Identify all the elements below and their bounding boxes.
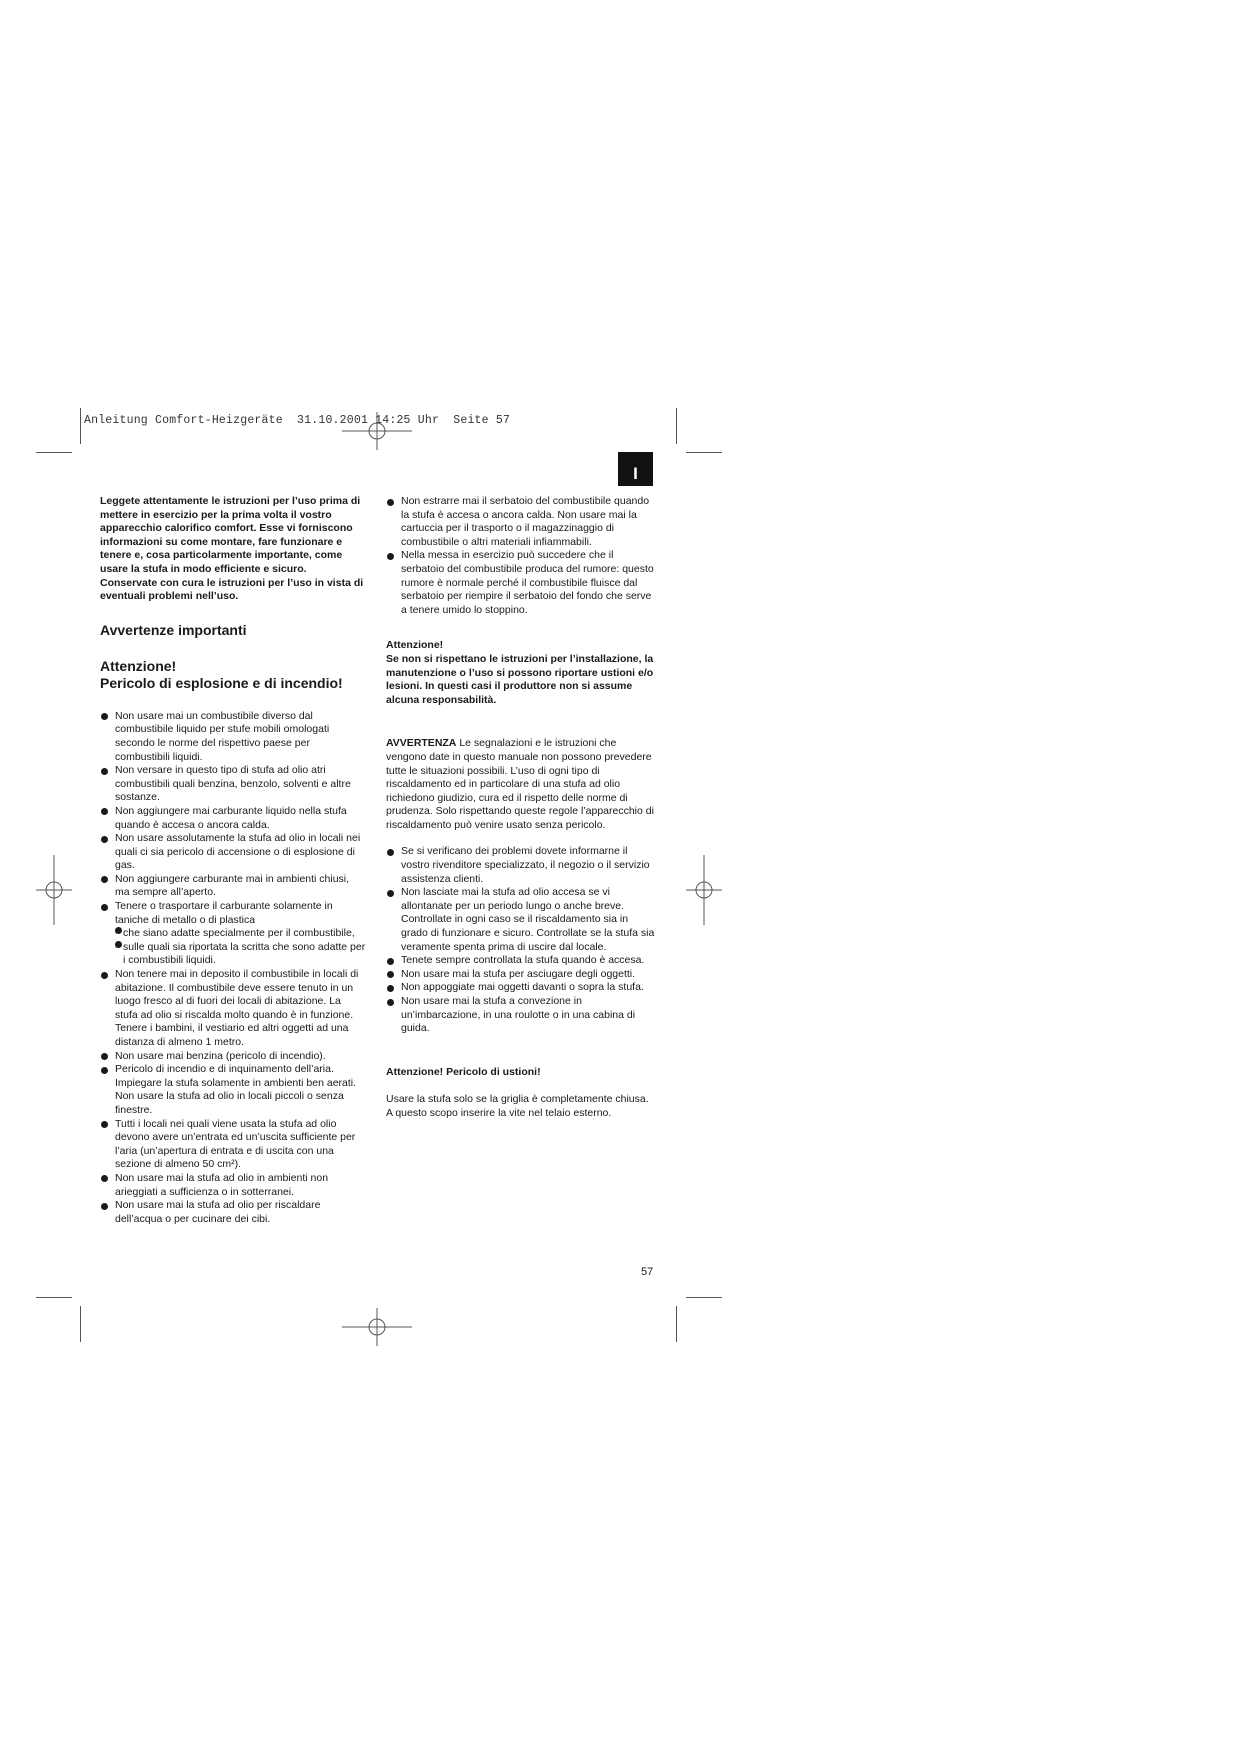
list-item-text: Tenere o trasportare il carburante solamente in taniche di metallo o di plastica — [115, 900, 333, 926]
list-item: Non usare mai benzina (pericolo di incendio). — [100, 1050, 366, 1064]
crop-mark — [676, 408, 677, 444]
warning-label: AVVERTENZA — [386, 737, 457, 750]
crop-mark — [36, 452, 72, 453]
heading-attention: Attenzione! — [100, 657, 177, 674]
list-item: Pericolo di incendio e di inquinamento dell’aria. Impiegare la stufa solamente in ambienti ben aerati. Non usare la stufa ad olio in locali piccoli o senza finestre. — [100, 1063, 366, 1117]
list-item: Non tenere mai in deposito il combustibile in locali di abitazione. Il combustibile deve essere tenuto in un luogo fresco al di fuori dei locali di abitazione. La stufa ad olio si riscalda molto quando è in funzione. Tenere i bambini, il vestiario ed altri oggetti ad una distanza di almeno 1 metro. — [100, 968, 366, 1050]
list-item: Non versare in questo tipo di stufa ad olio atri combustibili quali benzina, benzolo, solventi e altre sostanze. — [100, 764, 366, 805]
list-item: Tenete sempre controllata la stufa quando è accesa. — [386, 954, 656, 968]
list-item: Nella messa in esercizio può succedere che il serbatoio del combustibile produca del rumore: questo rumore è normale perché il combustibile fluisce dal serbatoio per riempire il serbatoio del fondo che serve a tenere umido lo stoppino. — [386, 549, 656, 617]
sub-list-item: - sulle quali sia riportata la scritta che sono adatte per i combustibili liquidi. — [115, 941, 366, 968]
right-bullet-list-top — [386, 495, 656, 617]
list-item: Non usare mai la stufa ad olio in ambienti non arieggiati a sufficienza o in sotterranei. — [100, 1172, 366, 1199]
warning-text: Le segnalazioni e le istruzioni che vengono date in questo manuale non possono prevedere tutte le situazioni possibili. L’uso di ogni tipo di riscaldamento ed in particolare di una stufa ad olio richiedono giudizio, cura ed il rispetto delle norme di prudenza. Solo rispettando queste regole l’apparecchio di riscaldamento può venire usato senza pericolo. — [386, 737, 654, 831]
page-number: 57 — [641, 1266, 654, 1278]
left-column — [100, 495, 366, 1226]
heading-warnings: Avvertenze importanti — [100, 621, 247, 638]
list-item: Non appoggiate mai oggetti davanti o sopra la stufa. — [386, 981, 656, 995]
intro-paragraph: Leggete attentamente le istruzioni per l’uso prima di mettere in esercizio per la prima volta il vostro apparecchio calorifico comfort. Esse vi forniscono informazioni su come montare, fare funzionare e tenere e, cosa particolarmente importante, come usare la stufa in modo efficiente e sicuro. Conservate con cura le istruzioni per l’uso in vista di eventuali problemi nell’uso. — [100, 495, 364, 603]
crop-mark — [80, 1306, 81, 1342]
list-item: Non aggiungere carburante mai in ambienti chiusi, ma sempre all’aperto. — [100, 873, 366, 900]
registration-mark-left — [36, 855, 72, 925]
right-column — [386, 495, 656, 1121]
list-item-with-subitems — [100, 900, 366, 968]
list-item: Se si verificano dei problemi dovete informarne il vostro rivenditore specializzato, il negozio o il servizio assistenza clienti. — [386, 845, 656, 886]
crop-mark — [686, 1297, 722, 1298]
language-tab: I — [618, 452, 653, 486]
print-header: Anleitung Comfort-Heizgeräte 31.10.2001 14:25 Uhr Seite 57 — [84, 414, 511, 427]
burn-text: Usare la stufa solo se la griglia è completamente chiusa. A questo scopo inserire la vite nel telaio esterno. — [386, 1093, 649, 1119]
list-item: Non lasciate mai la stufa ad olio accesa se vi allontanate per un periodo lungo o anche breve. Controllate in ogni caso se il riscaldamento sia in grado di funzionare e sicuro. Controllate se la stufa sia veramente spenta prima di uscire dal locale. — [386, 886, 656, 954]
list-item: Non usare assolutamente la stufa ad olio in locali nei quali ci sia pericolo di accensione o di esplosione di gas. — [100, 832, 366, 873]
crop-mark — [80, 408, 81, 444]
attention-text: Se non si rispettano le istruzioni per l’installazione, la manutenzione o l’uso si possono riportare ustioni e/o lesioni. In questi casi il produttore non si assume alcuna responsabilità. — [386, 652, 654, 706]
registration-mark-bottom — [342, 1308, 412, 1346]
list-item: Non usare mai la stufa ad olio per riscaldare dell’acqua o per cucinare dei cibi. — [100, 1199, 366, 1226]
sub-list — [115, 927, 366, 968]
list-item: Non usare mai un combustibile diverso dal combustibile liquido per stufe mobili omologati secondo le norme del rispettivo paese per combustibili liquidi. — [100, 710, 366, 764]
right-bullet-list-bottom — [386, 845, 656, 1035]
sub-list-item: - che siano adatte specialmente per il combustibile, — [115, 927, 366, 941]
warning-paragraph — [386, 737, 656, 832]
registration-mark-right — [686, 855, 722, 925]
crop-mark — [36, 1297, 72, 1298]
left-bullet-list — [100, 710, 366, 1227]
attention-title: Attenzione! — [386, 639, 444, 652]
registration-mark-top — [342, 412, 412, 450]
crop-mark — [686, 452, 722, 453]
burn-title: Attenzione! Pericolo di ustioni! — [386, 1065, 541, 1078]
list-item: Non usare mai la stufa a convezione in un’imbarcazione, in una roulotte o in una cabina di guida. — [386, 995, 656, 1036]
list-item: Non aggiungere mai carburante liquido nella stufa quando è accesa o ancora calda. — [100, 805, 366, 832]
list-item: Non usare mai la stufa per asciugare degli oggetti. — [386, 968, 656, 982]
list-item: Non estrarre mai il serbatoio del combustibile quando la stufa è accesa o ancora calda. Non usare mai la cartuccia per il trasporto o il magazzinaggio di combustibile o altri materiali infiammabili. — [386, 495, 656, 549]
heading-danger: Pericolo di esplosione e di incendio! — [100, 674, 343, 691]
crop-mark — [676, 1306, 677, 1342]
list-item: Tutti i locali nei quali viene usata la stufa ad olio devono avere un’entrata ed un’uscita sufficiente per l’aria (un’apertura di entrata e di uscita con una sezione di almeno 50 cm²). — [100, 1118, 366, 1172]
